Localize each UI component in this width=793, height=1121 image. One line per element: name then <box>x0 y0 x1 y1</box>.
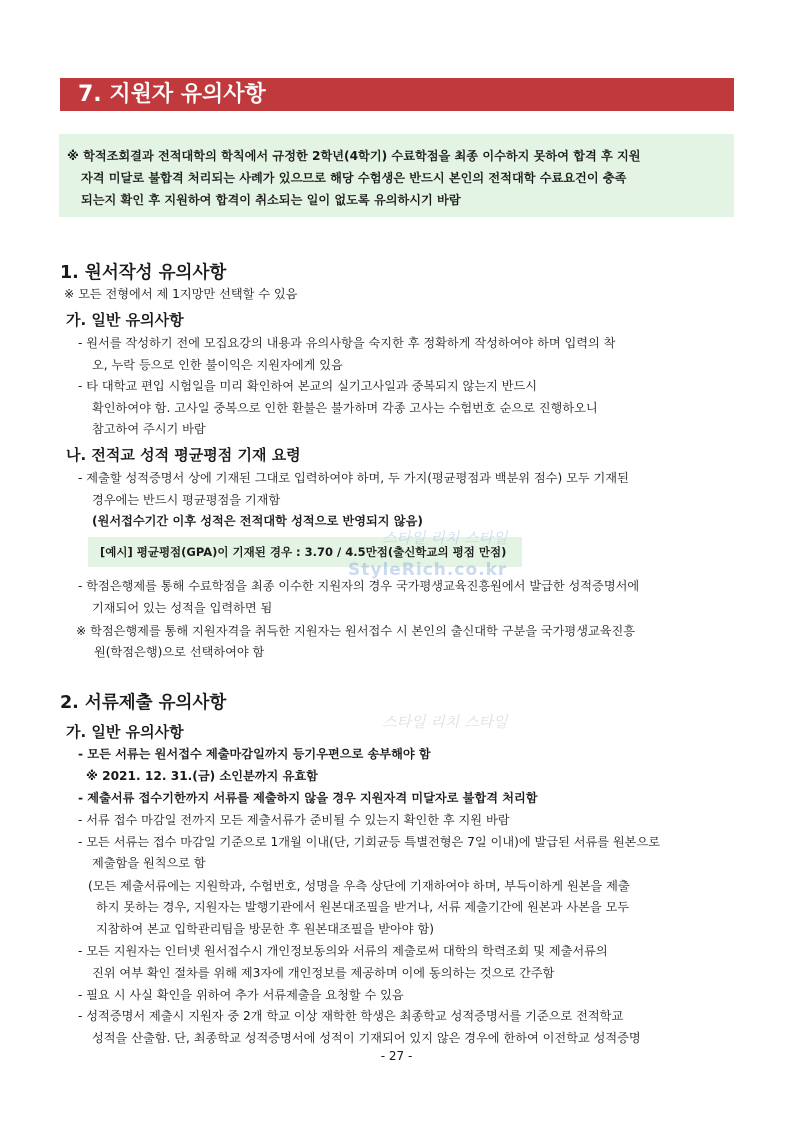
watermark-text: 스타일 리치 스타일 <box>382 713 508 731</box>
section-1a-title: 가. 일반 유의사항 <box>66 311 184 329</box>
watermark-text: StyleRich.co.kr <box>348 560 508 580</box>
section-2a-line: - 성적증명서 제출시 지원자 중 2개 학교 이상 재학한 학생은 최종학교 성적증명서를 기준으로 전적학교 <box>78 1009 624 1023</box>
section-1b-emphasis: (원서접수기간 이후 성적은 전적대학 성적으로 반영되지 않음) <box>92 514 423 528</box>
section-1b-line: - 제출할 성적증명서 상에 기재된 그대로 입력하여야 하며, 두 가지(평균평점과 백분위 점수) 모두 기재된 <box>78 471 629 485</box>
section-1-title: 1. 원서작성 유의사항 <box>60 263 227 283</box>
section-1b-line: ※ 학점은행제를 통해 지원자격을 취득한 지원자는 원서접수 시 본인의 출신대학 구분을 국가평생교육진흥 <box>76 624 636 638</box>
section-2a-line: (모든 제출서류에는 지원학과, 수험번호, 성명을 우측 상단에 기재하여야 하며, 부득이하게 원본을 제출 <box>88 879 630 893</box>
section-1a-line: - 타 대학교 편입 시험일을 미리 확인하여 본교의 실기고사일과 중복되지 않는지 반드시 <box>78 379 538 393</box>
section-1b-title: 나. 전적교 성적 평균평점 기재 요령 <box>66 446 301 464</box>
notice-line: 자격 미달로 불합격 처리되는 사례가 있으므로 해당 수험생은 반드시 본인의 전적대학 수료요건이 충족 <box>81 171 627 185</box>
section-1a-line: 오, 누락 등으로 인한 불이익은 지원자에게 있음 <box>92 358 343 372</box>
chapter-title: 7. 지원자 유의사항 <box>60 78 734 111</box>
section-2a-line: 지참하여 본교 입학관리팀을 방문한 후 원본대조필을 받아야 함) <box>96 922 434 936</box>
section-1a-line: - 원서를 작성하기 전에 모집요강의 내용과 유의사항을 숙지한 후 정확하게 작성하여야 하며 입력의 착 <box>78 336 616 350</box>
section-1-note: ※ 모든 전형에서 제 1지망만 선택할 수 있음 <box>64 287 298 301</box>
section-1b-line: - 학점은행제를 통해 수료학점을 최종 이수한 지원자의 경우 국가평생교육진흥원에서 발급한 성적증명서에 <box>78 579 640 593</box>
notice-line: 되는지 확인 후 지원하여 합격이 취소되는 일이 없도록 유의하시기 바람 <box>81 193 461 207</box>
section-2a-line: 성적을 산출함. 단, 최종학교 성적증명서에 성적이 기재되어 있지 않은 경우에 한하여 이전학교 성적증명 <box>92 1031 641 1045</box>
section-2a-title: 가. 일반 유의사항 <box>66 723 184 741</box>
gpa-example-box: [예시] 평균평점(GPA)이 기재된 경우 : 3.70 / 4.5만점(출신학교의 평점 만점) <box>88 537 522 567</box>
section-2a-line: ※ 2021. 12. 31.(금) 소인분까지 유효함 <box>86 769 318 783</box>
section-1b-line: 경우에는 반드시 평균평점을 기재함 <box>92 493 281 507</box>
section-2a-line: 제출함을 원칙으로 함 <box>92 856 206 870</box>
section-2a-line: - 모든 서류는 접수 마감일 기준으로 1개월 이내(단, 기회균등 특별전형은 7일 이내)에 발급된 서류를 원본으로 <box>78 835 660 849</box>
notice-line: ※ 학적조회결과 전적대학의 학칙에서 규정한 2학년(4학기) 수료학점을 최종 이수하지 못하여 합격 후 지원 <box>67 149 641 163</box>
section-2a-line: - 모든 서류는 원서접수 제출마감일까지 등기우편으로 송부해야 함 <box>78 747 431 761</box>
watermark-text: 스타일 리치 스타일 <box>382 529 508 547</box>
notice-box <box>59 134 734 217</box>
section-2a-line: 하지 못하는 경우, 지원자는 발행기관에서 원본대조필을 받거나, 서류 제출기간에 원본과 사본을 모두 <box>96 900 630 914</box>
section-2a-line: - 제출서류 접수기한까지 서류를 제출하지 않을 경우 지원자격 미달자로 불합격 처리함 <box>78 791 538 805</box>
section-2a-line: 진위 여부 확인 절차를 위해 제3자에 개인정보를 제공하며 이에 동의하는 것으로 간주함 <box>92 966 555 980</box>
section-1b-line: 기재되어 있는 성적을 입력하면 됨 <box>92 601 273 615</box>
section-1a-line: 참고하여 주시기 바람 <box>92 422 206 436</box>
page-number: - 27 - <box>380 1049 413 1063</box>
section-1a-line: 확인하여야 함. 고사일 중복으로 인한 환불은 불가하며 각종 고사는 수험번호 순으로 진행하오니 <box>92 401 598 415</box>
section-2a-line: - 모든 지원자는 인터넷 원서접수시 개인정보동의와 서류의 제출로써 대학의 학력조회 및 제출서류의 <box>78 944 608 958</box>
section-2a-line: - 필요 시 사실 확인을 위하여 추가 서류제출을 요청할 수 있음 <box>78 988 404 1002</box>
section-2-title: 2. 서류제출 유의사항 <box>60 693 227 713</box>
section-2a-line: - 서류 접수 마감일 전까지 모든 제출서류가 준비될 수 있는지 확인한 후 지원 바람 <box>78 813 510 827</box>
section-1b-line: 원(학점은행)으로 선택하여야 함 <box>94 645 265 659</box>
